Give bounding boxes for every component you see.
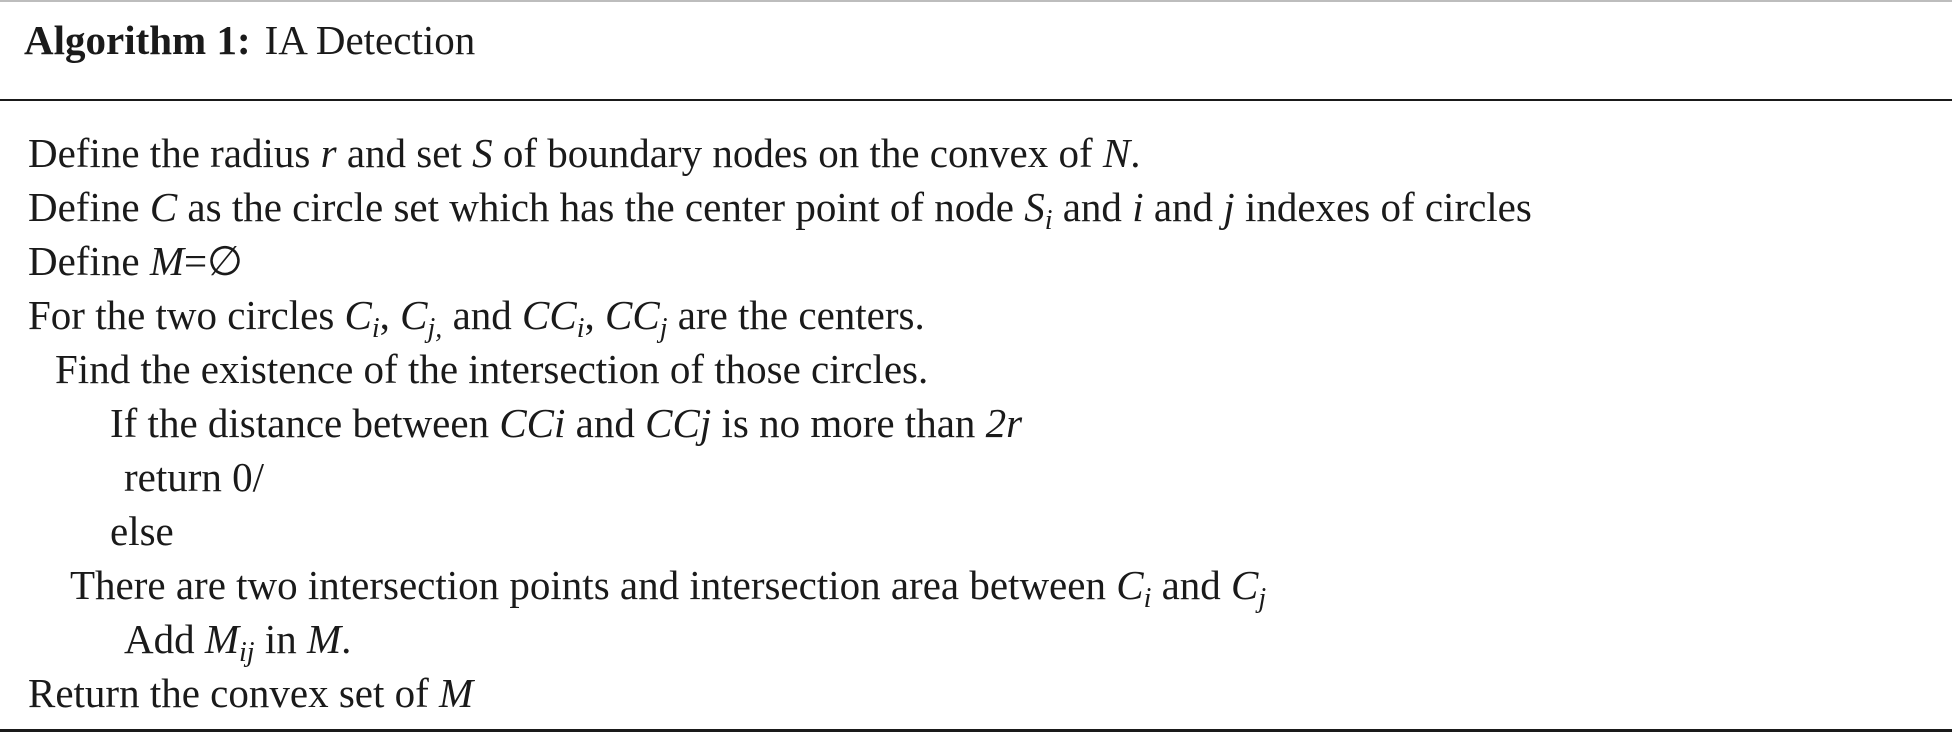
- step-line-3: [28, 236, 243, 286]
- step-line-1: [28, 128, 1140, 178]
- top-rule: [0, 0, 1952, 2]
- step-text: Find the existence of the intersection of those circles.: [55, 346, 929, 392]
- step-line-11: [28, 668, 473, 718]
- math-variable: S: [472, 130, 493, 176]
- step-text: of boundary nodes on the convex of: [492, 130, 1103, 176]
- math-variable: C: [400, 292, 428, 338]
- subscript: j: [659, 313, 668, 344]
- step-text: as the circle set which has the center point of node: [177, 184, 1025, 230]
- step-line-5: [55, 344, 928, 394]
- math-variable: CC: [522, 292, 577, 338]
- step-text: and set: [336, 130, 473, 176]
- step-text: Define: [28, 184, 150, 230]
- step-text: and: [442, 292, 523, 338]
- step-text: in: [254, 616, 307, 662]
- step-text: ,: [379, 292, 401, 338]
- math-variable: C: [344, 292, 372, 338]
- math-variable: M: [149, 238, 184, 284]
- step-text: indexes of circles: [1234, 184, 1532, 230]
- algorithm-title: [24, 14, 475, 66]
- math-variable: S: [1024, 184, 1045, 230]
- step-line-6: [110, 398, 1022, 448]
- step-text: Define: [28, 238, 150, 284]
- subscript: j,: [427, 313, 443, 344]
- subscript: ij: [239, 637, 255, 668]
- math-variable: CC: [605, 292, 660, 338]
- step-line-9: [70, 560, 1267, 614]
- step-text: Return the convex set of: [28, 670, 440, 716]
- math-variable: CCj: [645, 400, 712, 446]
- header-rule: [0, 99, 1952, 101]
- step-text: are the centers.: [667, 292, 925, 338]
- subscript: j: [1258, 583, 1267, 614]
- math-variable: C: [149, 184, 178, 230]
- subscript: i: [371, 313, 380, 344]
- step-line-7: [124, 452, 264, 502]
- step-text: .: [1130, 130, 1141, 176]
- step-text: else: [110, 508, 174, 554]
- math-variable: 2r: [985, 400, 1023, 446]
- step-text: and: [1052, 184, 1133, 230]
- math-variable: CCi: [499, 400, 566, 446]
- step-line-8: [110, 506, 174, 556]
- subscript: i: [1044, 205, 1053, 236]
- step-text: and: [1151, 562, 1232, 608]
- step-line-4: [28, 290, 925, 344]
- algorithm-name: IA Detection: [264, 17, 476, 63]
- step-text: =∅: [183, 238, 243, 284]
- step-text: There are two intersection points and intersection area between: [70, 562, 1117, 608]
- step-text: and: [1143, 184, 1224, 230]
- step-line-2: [28, 182, 1532, 236]
- subscript: i: [1143, 583, 1152, 614]
- subscript: i: [576, 313, 585, 344]
- step-text: Add: [124, 616, 205, 662]
- step-text: return 0/: [124, 454, 265, 500]
- step-text: For the two circles: [28, 292, 345, 338]
- math-variable: C: [1116, 562, 1144, 608]
- math-variable: j: [1223, 184, 1235, 230]
- math-variable: C: [1231, 562, 1259, 608]
- math-variable: N: [1102, 130, 1131, 176]
- math-variable: M: [306, 616, 342, 662]
- step-text: If the distance between: [110, 400, 500, 446]
- math-variable: M: [439, 670, 474, 716]
- step-text: ,: [584, 292, 605, 338]
- math-variable: r: [320, 130, 337, 176]
- step-text: is no more than: [711, 400, 986, 446]
- math-variable: i: [1132, 184, 1144, 230]
- math-variable: M: [204, 616, 240, 662]
- step-text: Define the radius: [28, 130, 321, 176]
- step-text: and: [565, 400, 646, 446]
- step-line-10: [124, 614, 352, 668]
- algorithm-label: Algorithm 1:: [24, 17, 251, 63]
- step-text: .: [341, 616, 352, 662]
